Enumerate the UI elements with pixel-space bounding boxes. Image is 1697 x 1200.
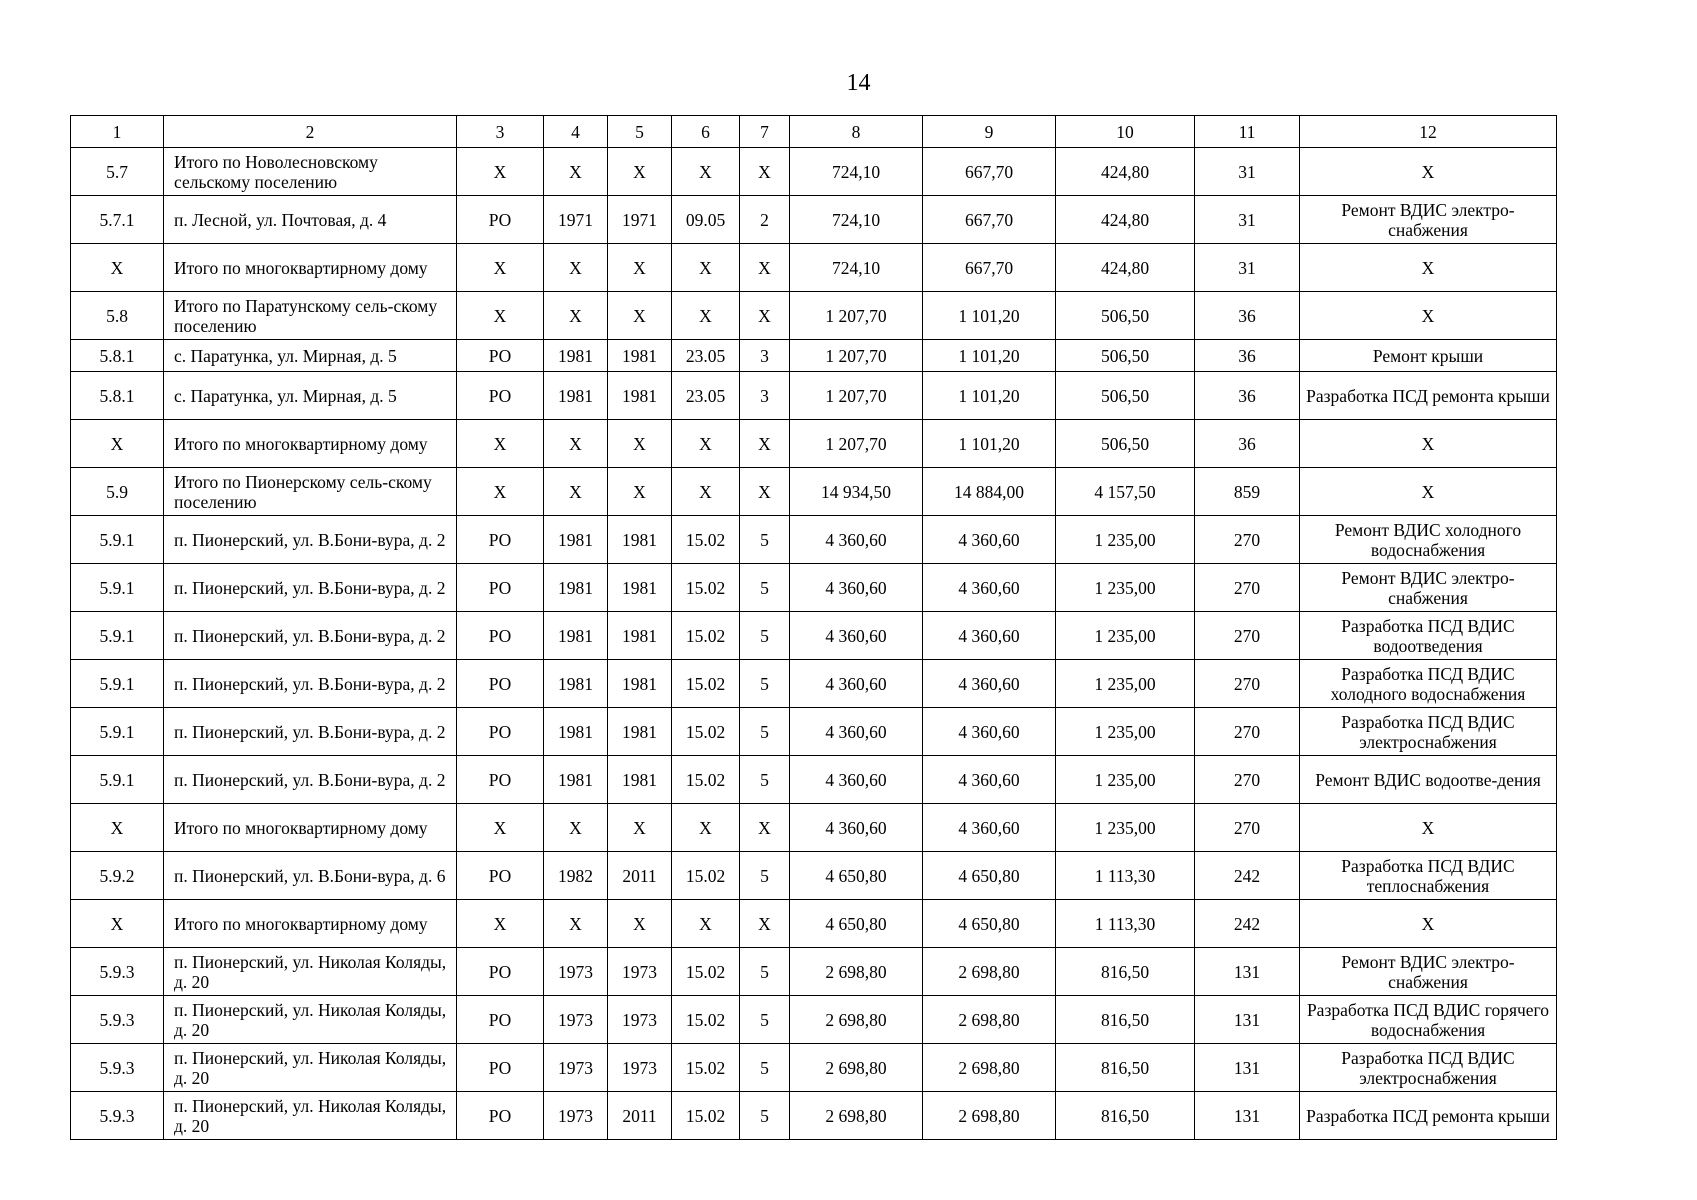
page-number: 14: [846, 70, 871, 96]
table-cell: 15.02: [672, 852, 740, 900]
work-type-cell: Разработка ПСД ВДИС холодного водоснабжения: [1300, 660, 1557, 708]
table-cell: Х: [71, 420, 164, 468]
table-cell: 1 101,20: [923, 340, 1056, 372]
table-cell: 15.02: [672, 564, 740, 612]
work-type-cell: Разработка ПСД ремонта крыши: [1300, 372, 1557, 420]
table-cell: 4 360,60: [923, 708, 1056, 756]
table-cell: 424,80: [1056, 148, 1195, 196]
table-cell: 5.7: [71, 148, 164, 196]
address-cell: п. Пионерский, ул. Николая Коляды, д. 20: [164, 1092, 457, 1140]
table-cell: Х: [740, 148, 790, 196]
work-type-cell: Разработка ПСД ВДИС электроснабжения: [1300, 1044, 1557, 1092]
table-cell: 5.8.1: [71, 340, 164, 372]
work-type-cell: Разработка ПСД ВДИС водоотведения: [1300, 612, 1557, 660]
registry-table: [70, 115, 1557, 1140]
address-cell: Итого по многоквартирному дому: [164, 420, 457, 468]
table-cell: 667,70: [923, 196, 1056, 244]
table-cell: 131: [1195, 1044, 1300, 1092]
table-cell: 4 360,60: [923, 660, 1056, 708]
table-cell: Х: [544, 900, 608, 948]
table-cell: 4 360,60: [790, 756, 923, 804]
table-cell: 4 360,60: [923, 516, 1056, 564]
table-cell: 1981: [608, 564, 672, 612]
table-cell: Х: [608, 900, 672, 948]
table-cell: 131: [1195, 996, 1300, 1044]
table-cell: 15.02: [672, 756, 740, 804]
table-cell: 31: [1195, 244, 1300, 292]
table-cell: Х: [71, 804, 164, 852]
table-cell: РО: [457, 852, 544, 900]
table-cell: РО: [457, 340, 544, 372]
header-cell: 12: [1300, 116, 1557, 148]
table-cell: 2 698,80: [923, 1044, 1056, 1092]
table-cell: РО: [457, 708, 544, 756]
table-cell: 242: [1195, 852, 1300, 900]
table-cell: 4 650,80: [790, 852, 923, 900]
table-row: [71, 148, 1557, 196]
table-cell: Х: [544, 804, 608, 852]
work-type-cell: Разработка ПСД ВДИС горячего водоснабжения: [1300, 996, 1557, 1044]
table-cell: 5: [740, 948, 790, 996]
table-cell: 2 698,80: [790, 948, 923, 996]
table-cell: 15.02: [672, 516, 740, 564]
table-cell: Х: [740, 420, 790, 468]
table-cell: Х: [672, 148, 740, 196]
table-cell: 5.7.1: [71, 196, 164, 244]
table-row: [71, 468, 1557, 516]
table-cell: 14 884,00: [923, 468, 1056, 516]
work-type-cell: Разработка ПСД ВДИС электроснабжения: [1300, 708, 1557, 756]
table-cell: 724,10: [790, 148, 923, 196]
table-cell: 2 698,80: [790, 1044, 923, 1092]
table-row: [71, 660, 1557, 708]
address-cell: п. Лесной, ул. Почтовая, д. 4: [164, 196, 457, 244]
table-cell: РО: [457, 660, 544, 708]
work-type-cell: Разработка ПСД ВДИС теплоснабжения: [1300, 852, 1557, 900]
table-row: [71, 948, 1557, 996]
address-cell: Итого по Пионерскому сель-скому поселению: [164, 468, 457, 516]
table-cell: 4 650,80: [923, 900, 1056, 948]
table-cell: 5: [740, 564, 790, 612]
table-cell: 1971: [544, 196, 608, 244]
table-cell: Х: [672, 244, 740, 292]
table-cell: 1973: [608, 996, 672, 1044]
table-cell: РО: [457, 564, 544, 612]
table-cell: 1 235,00: [1056, 612, 1195, 660]
table-cell: 1 207,70: [790, 340, 923, 372]
work-type-cell: Х: [1300, 420, 1557, 468]
table-cell: Х: [608, 468, 672, 516]
table-cell: Х: [740, 900, 790, 948]
table-cell: 1981: [544, 660, 608, 708]
table-row: [71, 564, 1557, 612]
table-cell: Х: [672, 420, 740, 468]
address-cell: с. Паратунка, ул. Мирная, д. 5: [164, 340, 457, 372]
work-type-cell: Х: [1300, 900, 1557, 948]
table-cell: Х: [544, 148, 608, 196]
table-cell: 816,50: [1056, 948, 1195, 996]
table-cell: Х: [544, 292, 608, 340]
table-cell: 2 698,80: [790, 996, 923, 1044]
table-cell: Х: [544, 244, 608, 292]
table-cell: 5.9.3: [71, 1092, 164, 1140]
table-cell: Х: [608, 804, 672, 852]
table-row: [71, 852, 1557, 900]
table-cell: 14 934,50: [790, 468, 923, 516]
table-cell: 31: [1195, 196, 1300, 244]
table-row: [71, 244, 1557, 292]
work-type-cell: Ремонт ВДИС электро-снабжения: [1300, 196, 1557, 244]
table-cell: 23.05: [672, 372, 740, 420]
table-cell: 5: [740, 1044, 790, 1092]
table-cell: РО: [457, 1044, 544, 1092]
table-cell: 816,50: [1056, 1092, 1195, 1140]
table-cell: 270: [1195, 564, 1300, 612]
table-cell: 1 235,00: [1056, 516, 1195, 564]
address-cell: п. Пионерский, ул. В.Бони-вура, д. 2: [164, 612, 457, 660]
table-cell: 2: [740, 196, 790, 244]
table-cell: 1 207,70: [790, 292, 923, 340]
table-cell: 5.9.2: [71, 852, 164, 900]
table-cell: РО: [457, 196, 544, 244]
table-cell: 36: [1195, 372, 1300, 420]
table-cell: Х: [608, 244, 672, 292]
table-cell: Х: [544, 420, 608, 468]
table-cell: 1981: [608, 756, 672, 804]
table-cell: Х: [457, 468, 544, 516]
table-row: [71, 196, 1557, 244]
table-row: [71, 1092, 1557, 1140]
header-cell: 10: [1056, 116, 1195, 148]
table-cell: 3: [740, 340, 790, 372]
table-cell: 2 698,80: [923, 996, 1056, 1044]
table-cell: 1981: [608, 612, 672, 660]
table-cell: 1981: [544, 708, 608, 756]
address-cell: Итого по Паратунскому сель-скому поселению: [164, 292, 457, 340]
header-cell: 8: [790, 116, 923, 148]
address-cell: п. Пионерский, ул. Николая Коляды, д. 20: [164, 948, 457, 996]
table-cell: 1973: [544, 1044, 608, 1092]
table-cell: 4 360,60: [923, 564, 1056, 612]
table-cell: 4 360,60: [923, 756, 1056, 804]
table-cell: 15.02: [672, 660, 740, 708]
table-cell: Х: [608, 292, 672, 340]
table-cell: 4 157,50: [1056, 468, 1195, 516]
table-cell: 1 235,00: [1056, 804, 1195, 852]
table-cell: 5.9.3: [71, 1044, 164, 1092]
table-cell: 1981: [544, 612, 608, 660]
table-cell: Х: [672, 900, 740, 948]
table-cell: 131: [1195, 1092, 1300, 1140]
table-cell: 1 101,20: [923, 420, 1056, 468]
table-cell: 4 650,80: [790, 900, 923, 948]
table-cell: Х: [457, 900, 544, 948]
header-cell: 11: [1195, 116, 1300, 148]
table-cell: 1981: [608, 708, 672, 756]
table-cell: Х: [71, 244, 164, 292]
table-cell: 4 360,60: [790, 660, 923, 708]
table-cell: Х: [740, 468, 790, 516]
table-cell: 1981: [608, 516, 672, 564]
header-cell: 5: [608, 116, 672, 148]
header-cell: 9: [923, 116, 1056, 148]
table-cell: 270: [1195, 612, 1300, 660]
header-cell: 7: [740, 116, 790, 148]
table-cell: 1973: [544, 996, 608, 1044]
table-row: [71, 372, 1557, 420]
table-row: [71, 516, 1557, 564]
work-type-cell: Х: [1300, 292, 1557, 340]
table-cell: 270: [1195, 804, 1300, 852]
table-cell: РО: [457, 948, 544, 996]
table-cell: 4 360,60: [790, 516, 923, 564]
table-cell: РО: [457, 612, 544, 660]
table-cell: 2 698,80: [923, 1092, 1056, 1140]
table-cell: 1981: [544, 372, 608, 420]
table-cell: Х: [740, 292, 790, 340]
table-cell: РО: [457, 516, 544, 564]
table-cell: 1 207,70: [790, 372, 923, 420]
table-cell: 506,50: [1056, 340, 1195, 372]
table-cell: Х: [608, 420, 672, 468]
work-type-cell: Ремонт ВДИС электро-снабжения: [1300, 948, 1557, 996]
table-cell: 5.8: [71, 292, 164, 340]
table-cell: 1973: [544, 948, 608, 996]
table-cell: 667,70: [923, 148, 1056, 196]
table-cell: 3: [740, 372, 790, 420]
table-cell: 2 698,80: [790, 1092, 923, 1140]
header-cell: 3: [457, 116, 544, 148]
address-cell: п. Пионерский, ул. В.Бони-вура, д. 2: [164, 660, 457, 708]
table-cell: 2 698,80: [923, 948, 1056, 996]
table-cell: 131: [1195, 948, 1300, 996]
table-cell: Х: [457, 292, 544, 340]
table-cell: 816,50: [1056, 1044, 1195, 1092]
table-cell: 5.9: [71, 468, 164, 516]
work-type-cell: Х: [1300, 468, 1557, 516]
table-cell: 5: [740, 852, 790, 900]
table-cell: 5: [740, 516, 790, 564]
address-cell: п. Пионерский, ул. Николая Коляды, д. 20: [164, 996, 457, 1044]
table-cell: 1973: [608, 948, 672, 996]
table-cell: РО: [457, 1092, 544, 1140]
table-cell: 1 113,30: [1056, 852, 1195, 900]
header-cell: 6: [672, 116, 740, 148]
table-cell: 506,50: [1056, 420, 1195, 468]
address-cell: с. Паратунка, ул. Мирная, д. 5: [164, 372, 457, 420]
table-cell: РО: [457, 756, 544, 804]
table-cell: 5.8.1: [71, 372, 164, 420]
table-cell: 5.9.3: [71, 996, 164, 1044]
table-cell: 424,80: [1056, 244, 1195, 292]
table-cell: 5: [740, 756, 790, 804]
table-cell: 424,80: [1056, 196, 1195, 244]
header-cell: 2: [164, 116, 457, 148]
table-cell: 1981: [544, 756, 608, 804]
table-cell: 1981: [544, 340, 608, 372]
registry-body: [71, 116, 1557, 1140]
table-cell: 36: [1195, 420, 1300, 468]
table-cell: Х: [740, 804, 790, 852]
table-cell: 1981: [544, 564, 608, 612]
header-cell: 1: [71, 116, 164, 148]
table-row: [71, 996, 1557, 1044]
table-row: [71, 900, 1557, 948]
table-row: [71, 292, 1557, 340]
table-cell: 2011: [608, 1092, 672, 1140]
table-cell: 09.05: [672, 196, 740, 244]
table-cell: 1981: [608, 372, 672, 420]
table-cell: Х: [457, 420, 544, 468]
table-cell: 1981: [608, 660, 672, 708]
table-cell: 4 360,60: [790, 804, 923, 852]
table-cell: 724,10: [790, 196, 923, 244]
address-cell: п. Пионерский, ул. В.Бони-вура, д. 6: [164, 852, 457, 900]
table-cell: 4 360,60: [923, 612, 1056, 660]
table-cell: 1 235,00: [1056, 660, 1195, 708]
table-cell: 1 101,20: [923, 292, 1056, 340]
table-cell: 5.9.1: [71, 564, 164, 612]
table-cell: 1 113,30: [1056, 900, 1195, 948]
table-cell: 4 360,60: [790, 612, 923, 660]
table-cell: РО: [457, 996, 544, 1044]
table-cell: 859: [1195, 468, 1300, 516]
table-row: [71, 756, 1557, 804]
table-cell: 5.9.1: [71, 756, 164, 804]
table-cell: Х: [457, 804, 544, 852]
table-cell: 5.9.1: [71, 708, 164, 756]
work-type-cell: Ремонт ВДИС водоотве-дения: [1300, 756, 1557, 804]
table-cell: 4 360,60: [923, 804, 1056, 852]
table-cell: Х: [672, 468, 740, 516]
table-cell: 270: [1195, 660, 1300, 708]
table-cell: 1973: [608, 1044, 672, 1092]
work-type-cell: Ремонт ВДИС холодного водоснабжения: [1300, 516, 1557, 564]
address-cell: п. Пионерский, ул. Николая Коляды, д. 20: [164, 1044, 457, 1092]
table-cell: 242: [1195, 900, 1300, 948]
table-cell: 270: [1195, 516, 1300, 564]
table-cell: 36: [1195, 340, 1300, 372]
table-cell: 31: [1195, 148, 1300, 196]
table-row: [71, 340, 1557, 372]
table-cell: 5: [740, 708, 790, 756]
table-cell: 506,50: [1056, 372, 1195, 420]
table-cell: 506,50: [1056, 292, 1195, 340]
table-row: [71, 420, 1557, 468]
table-cell: 5: [740, 996, 790, 1044]
address-cell: п. Пионерский, ул. В.Бони-вура, д. 2: [164, 708, 457, 756]
table-cell: 23.05: [672, 340, 740, 372]
table-cell: 1982: [544, 852, 608, 900]
header-row: [71, 116, 1557, 148]
address-cell: Итого по Новолесновскому сельскому поселению: [164, 148, 457, 196]
table-cell: 816,50: [1056, 996, 1195, 1044]
table-cell: 1 207,70: [790, 420, 923, 468]
table-cell: 1 101,20: [923, 372, 1056, 420]
table-cell: Х: [672, 804, 740, 852]
table-cell: 1971: [608, 196, 672, 244]
header-cell: 4: [544, 116, 608, 148]
work-type-cell: Х: [1300, 244, 1557, 292]
table-cell: Х: [457, 148, 544, 196]
table-cell: 1973: [544, 1092, 608, 1140]
table-cell: Х: [544, 468, 608, 516]
table-cell: Х: [740, 244, 790, 292]
table-cell: 1 235,00: [1056, 564, 1195, 612]
table-cell: 4 650,80: [923, 852, 1056, 900]
table-row: [71, 804, 1557, 852]
table-cell: 15.02: [672, 612, 740, 660]
table-cell: 15.02: [672, 948, 740, 996]
table-cell: 4 360,60: [790, 708, 923, 756]
table-cell: 15.02: [672, 1092, 740, 1140]
table-row: [71, 612, 1557, 660]
table-cell: 5.9.3: [71, 948, 164, 996]
table-cell: 15.02: [672, 708, 740, 756]
table-row: [71, 708, 1557, 756]
table-row: [71, 1044, 1557, 1092]
table-cell: 270: [1195, 708, 1300, 756]
work-type-cell: Разработка ПСД ремонта крыши: [1300, 1092, 1557, 1140]
table-cell: 5.9.1: [71, 612, 164, 660]
table-cell: Х: [457, 244, 544, 292]
table-cell: 2011: [608, 852, 672, 900]
table-cell: 5.9.1: [71, 660, 164, 708]
table-cell: 1981: [608, 340, 672, 372]
address-cell: п. Пионерский, ул. В.Бони-вура, д. 2: [164, 564, 457, 612]
table-cell: 5: [740, 1092, 790, 1140]
table-cell: 1 235,00: [1056, 708, 1195, 756]
address-cell: Итого по многоквартирному дому: [164, 244, 457, 292]
address-cell: п. Пионерский, ул. В.Бони-вура, д. 2: [164, 516, 457, 564]
table-cell: 5.9.1: [71, 516, 164, 564]
table-cell: 15.02: [672, 1044, 740, 1092]
table-cell: РО: [457, 372, 544, 420]
table-cell: 36: [1195, 292, 1300, 340]
address-cell: п. Пионерский, ул. В.Бони-вура, д. 2: [164, 756, 457, 804]
work-type-cell: Ремонт ВДИС электро-снабжения: [1300, 564, 1557, 612]
table-cell: 724,10: [790, 244, 923, 292]
table-cell: Х: [71, 900, 164, 948]
table-cell: 15.02: [672, 996, 740, 1044]
address-cell: Итого по многоквартирному дому: [164, 804, 457, 852]
table-cell: 667,70: [923, 244, 1056, 292]
table-cell: 1 235,00: [1056, 756, 1195, 804]
work-type-cell: Х: [1300, 804, 1557, 852]
table-cell: 1981: [544, 516, 608, 564]
table-cell: 5: [740, 612, 790, 660]
table-cell: Х: [672, 292, 740, 340]
table-cell: 5: [740, 660, 790, 708]
work-type-cell: Ремонт крыши: [1300, 340, 1557, 372]
table-cell: 4 360,60: [790, 564, 923, 612]
work-type-cell: Х: [1300, 148, 1557, 196]
table-cell: 270: [1195, 756, 1300, 804]
table-cell: Х: [608, 148, 672, 196]
address-cell: Итого по многоквартирному дому: [164, 900, 457, 948]
